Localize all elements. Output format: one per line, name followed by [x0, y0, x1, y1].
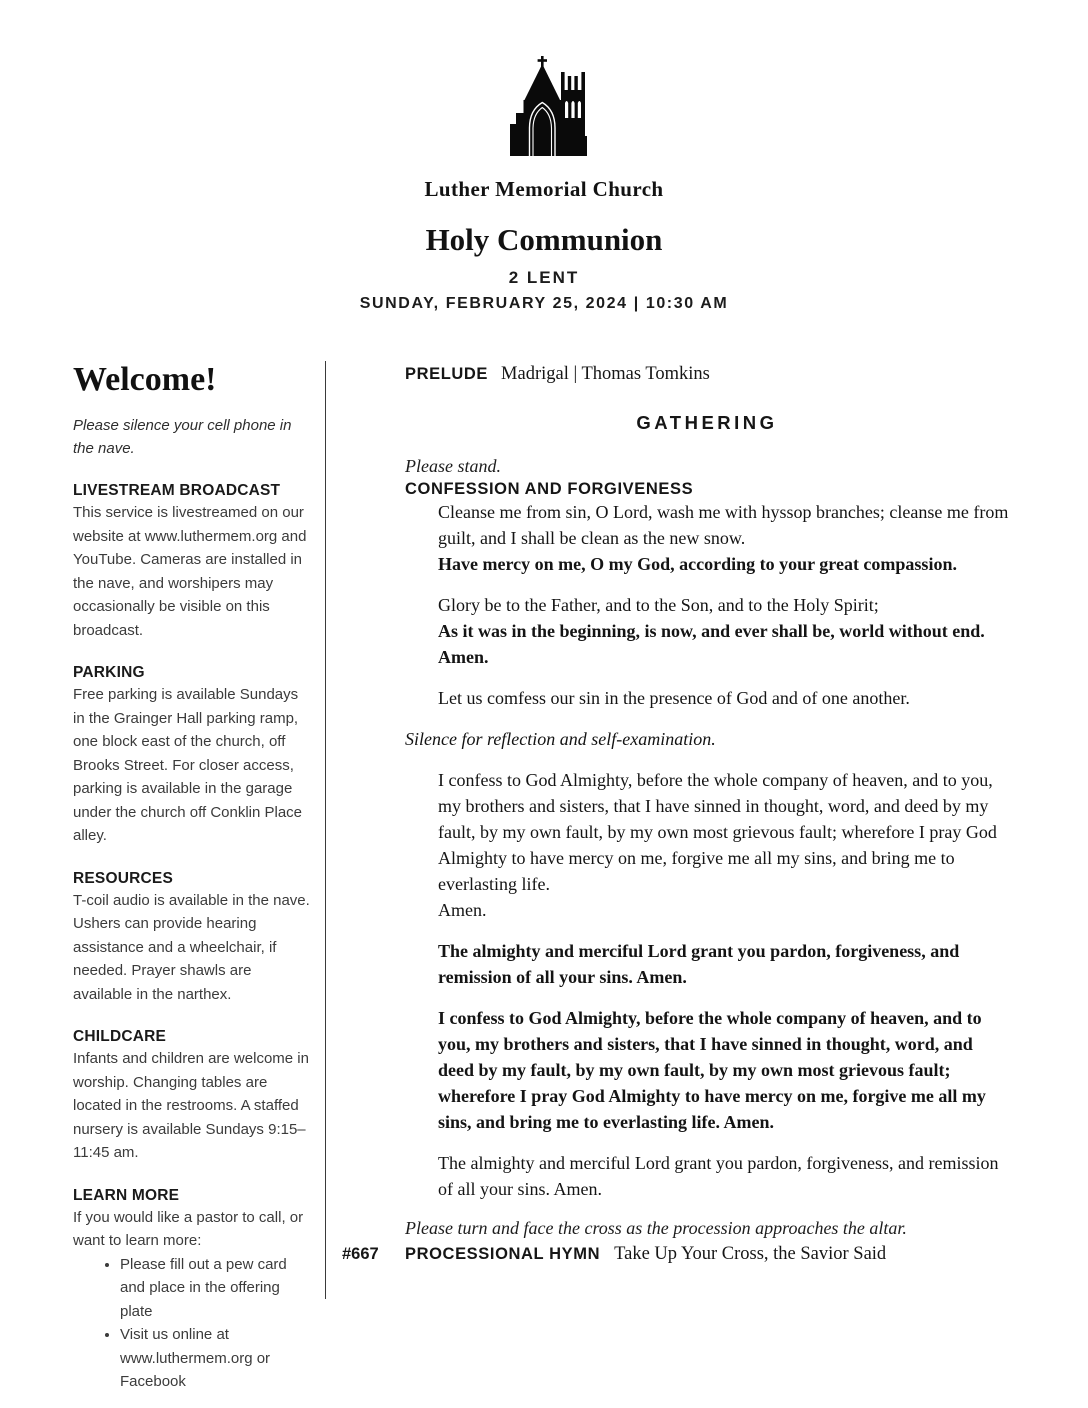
service-datetime: SUNDAY, FEBRUARY 25, 2024 | 10:30 AM [359, 295, 729, 312]
welcome-title: Welcome! [73, 361, 217, 398]
order-of-service [326, 361, 1088, 1265]
procession-rubric: Please turn and face the cross as the procession approaches the altar. [405, 1218, 907, 1238]
liturgy-paragraph: The almighty and merciful Lord grant you pardon, forgiveness, and remission of all your sins. Amen. [438, 1153, 1004, 1199]
liturgy-response: Have mercy on me, O my God, according to your great compassion. [438, 554, 957, 574]
service-title: Holy Communion [425, 222, 663, 257]
liturgy-paragraph: Let us comfess our sin in the presence of God and of one another. [438, 688, 910, 708]
sidebar-section-resources [73, 870, 312, 1007]
section-body: Free parking is available Sundays in the Grainger Hall parking ramp, one block east of the church, off Brooks Street. For closer access, parking is available in the garage under the church off Conklin Place alley. [73, 686, 303, 844]
section-heading: PARKING [73, 664, 145, 681]
section-body: T-coil audio is available in the nave. Ushers can provide hearing assistance and a wheelchair, if needed. Prayer shawls are available in the narthex. [73, 891, 310, 1003]
silence-rubric: Silence for reflection and self-examination. [405, 729, 716, 749]
processional-hymn-row [342, 1244, 1088, 1265]
liturgy-paragraph: Cleanse me from sin, O Lord, wash me with hyssop branches; cleanse me from guilt, and I shall be clean as the new snow. [438, 502, 1013, 548]
liturgy-response: As it was in the beginning, is now, and ever shall be, world without end. Amen. [438, 621, 993, 667]
season-label: 2 LENT [508, 268, 580, 287]
sidebar-section-learn-more [73, 1187, 312, 1394]
sidebar-section-parking [73, 664, 312, 848]
welcome-sidebar [0, 361, 325, 1394]
bullet-item: • Visit us online at www.luthermem.org or Facebook [120, 1323, 312, 1394]
section-body: Infants and children are welcome in worship. Changing tables are located in the restrooms. A staffed nursery is available Sundays 9:15–11:45 am. [73, 1050, 309, 1161]
section-heading: CHILDCARE [73, 1028, 167, 1045]
content-columns [0, 361, 1088, 1394]
sidebar-section-childcare [73, 1028, 312, 1165]
prelude-piece: Madrigal | Thomas Tomkins [501, 364, 710, 384]
section-heading: LIVESTREAM BROADCAST [73, 482, 281, 499]
section-body: This service is livestreamed on our website at www.luthermem.org and YouTube. Cameras are installed in the nave, and worshipers may occasionally be visible on this broadcast. [73, 504, 307, 639]
hymn-title: Take Up Your Cross, the Savior Said [614, 1244, 887, 1264]
liturgy-response: The almighty and merciful Lord grant you pardon, forgiveness, and remission of all your sins. Amen. [438, 941, 964, 987]
liturgy-text [405, 499, 1013, 1202]
liturgy-paragraph: Glory be to the Father, and to the Son, and to the Holy Spirit; [438, 595, 879, 615]
church-name: Luther Memorial Church [424, 177, 664, 201]
learn-more-bullet-list [73, 1253, 312, 1394]
confession-heading: CONFESSION AND FORGIVENESS [405, 480, 694, 498]
silence-phone-note: Please silence your cell phone in the nave. [73, 417, 292, 457]
hymn-label: PROCESSIONAL HYMN [405, 1245, 601, 1263]
stand-rubric: Please stand. [405, 456, 501, 476]
prelude-row [405, 364, 1009, 385]
hymn-number: #667 [342, 1245, 379, 1263]
church-icon [501, 56, 587, 156]
liturgy-paragraph: Amen. [438, 900, 487, 920]
section-heading: LEARN MORE [73, 1186, 180, 1204]
bullet-item: • Please fill out a pew card and place in the offering plate [120, 1253, 312, 1324]
section-body: If you would like a pastor to call, or want to learn more: [73, 1208, 304, 1249]
liturgy-response: I confess to God Almighty, before the whole company of heaven, and to you, my brothers and sisters, that I have sinned in thought, word, and deed by my fault, by my own fault, by my own most grievous fault; wherefore I pray God Almighty to have mercy on me, forgive me all my sins, and bring me to everlasting life. Amen. [438, 1008, 991, 1132]
gathering-heading: GATHERING [636, 412, 778, 433]
prelude-label: PRELUDE [405, 365, 489, 383]
bulletin-header [0, 0, 1088, 313]
liturgy-paragraph: I confess to God Almighty, before the whole company of heaven, and to you, my brothers and sisters, that I have sinned in thought, word, and deed by my fault, by my own fault, by my own most grievous fault; wherefore I pray God Almighty to have mercy on me, forgive me all my sins, and bring me to everlasting life. [438, 770, 1001, 894]
section-heading: RESOURCES [73, 869, 173, 887]
sidebar-section-livestream [73, 482, 312, 642]
